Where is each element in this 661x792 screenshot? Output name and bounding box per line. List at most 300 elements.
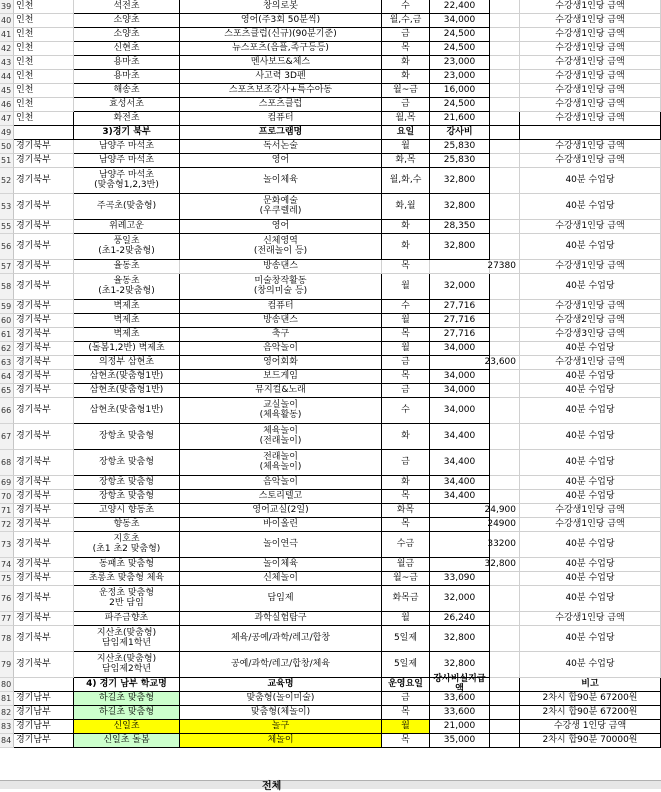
school-cell[interactable]: 벽제초 bbox=[74, 328, 180, 342]
fee-overflow-cell[interactable] bbox=[490, 384, 520, 398]
note-cell[interactable]: 40분 수업당 bbox=[520, 572, 661, 586]
fee-overflow-cell[interactable] bbox=[490, 612, 520, 626]
fee-cell[interactable]: 34,000 bbox=[430, 14, 490, 28]
weekday-cell[interactable]: 5일제 bbox=[382, 626, 430, 652]
region-cell[interactable]: 경기남부 bbox=[14, 720, 74, 734]
note-cell[interactable]: 수강생1인당 금액 bbox=[520, 70, 661, 84]
region-cell[interactable]: 인천 bbox=[14, 42, 74, 56]
note-cell[interactable]: 2차시 합90분 70000원 bbox=[520, 734, 661, 748]
row-header[interactable]: 66 bbox=[0, 398, 14, 424]
fee-overflow-cell[interactable] bbox=[490, 706, 520, 720]
weekday-cell[interactable]: 월~금 bbox=[382, 572, 430, 586]
program-cell[interactable]: 축구 bbox=[180, 328, 382, 342]
row-header[interactable]: 40 bbox=[0, 14, 14, 28]
note-cell[interactable]: 수강생1인당 금액 bbox=[520, 98, 661, 112]
fee-overflow-cell[interactable] bbox=[490, 28, 520, 42]
fee-overflow-cell[interactable] bbox=[490, 678, 520, 692]
weekday-cell[interactable]: 목 bbox=[382, 706, 430, 720]
fee-overflow-cell[interactable] bbox=[490, 274, 520, 300]
program-cell[interactable]: 뮤지컬&노래 bbox=[180, 384, 382, 398]
region-cell[interactable]: 경기남부 bbox=[14, 734, 74, 748]
note-cell[interactable] bbox=[520, 126, 661, 140]
program-cell[interactable]: 놀이연극 bbox=[180, 532, 382, 558]
fee-cell[interactable]: 34,400 bbox=[430, 424, 490, 450]
fee-overflow-cell[interactable] bbox=[490, 652, 520, 678]
weekday-cell[interactable]: 월 bbox=[382, 274, 430, 300]
school-cell[interactable]: 운정초 맞춤형 2반 담임 bbox=[74, 586, 180, 612]
fee-overflow-cell[interactable] bbox=[490, 168, 520, 194]
school-cell[interactable]: 장항초 맞춤형 bbox=[74, 450, 180, 476]
fee-cell[interactable]: 33,600 bbox=[430, 706, 490, 720]
row-header[interactable]: 53 bbox=[0, 194, 14, 220]
region-cell[interactable]: 경기북부 bbox=[14, 450, 74, 476]
fee-cell[interactable] bbox=[430, 260, 490, 274]
school-cell[interactable]: 화전초 bbox=[74, 112, 180, 126]
school-cell[interactable]: 지산초(맞춤형) 담임제2학년 bbox=[74, 652, 180, 678]
row-header[interactable]: 52 bbox=[0, 168, 14, 194]
program-cell[interactable]: 놀구 bbox=[180, 720, 382, 734]
note-cell[interactable]: 40분 수업당 bbox=[520, 450, 661, 476]
region-cell[interactable]: 경기북부 bbox=[14, 652, 74, 678]
fee-overflow-cell[interactable] bbox=[490, 328, 520, 342]
region-cell[interactable]: 경기북부 bbox=[14, 476, 74, 490]
program-cell[interactable]: 영어 bbox=[180, 220, 382, 234]
fee-cell[interactable]: 21,000 bbox=[430, 720, 490, 734]
note-cell[interactable]: 수강생1인당 금액 bbox=[520, 140, 661, 154]
row-header[interactable]: 72 bbox=[0, 518, 14, 532]
note-cell[interactable]: 수강생3인당 금액 bbox=[520, 328, 661, 342]
program-cell[interactable]: 체육놀이 (전래놀이) bbox=[180, 424, 382, 450]
school-cell[interactable]: 장항초 맞춤형 bbox=[74, 476, 180, 490]
program-cell[interactable]: 프로그램명 bbox=[180, 126, 382, 140]
region-cell[interactable]: 경기북부 bbox=[14, 220, 74, 234]
weekday-cell[interactable]: 목 bbox=[382, 42, 430, 56]
note-cell[interactable]: 수강생1인당 금액 bbox=[520, 0, 661, 14]
fee-cell[interactable]: 34,000 bbox=[430, 342, 490, 356]
fee-cell[interactable]: 23,000 bbox=[430, 70, 490, 84]
note-cell[interactable]: 40분 수업당 bbox=[520, 476, 661, 490]
school-cell[interactable]: 해송초 bbox=[74, 84, 180, 98]
fee-cell[interactable]: 33,090 bbox=[430, 572, 490, 586]
program-cell[interactable]: 영어(주3회 50분씩) bbox=[180, 14, 382, 28]
region-cell[interactable]: 인천 bbox=[14, 28, 74, 42]
region-cell[interactable]: 경기남부 bbox=[14, 692, 74, 706]
note-cell[interactable]: 40분 수업당 bbox=[520, 652, 661, 678]
fee-cell[interactable]: 21,600 bbox=[430, 112, 490, 126]
note-cell[interactable]: 40분 수업당 bbox=[520, 342, 661, 356]
region-cell[interactable]: 경기북부 bbox=[14, 140, 74, 154]
fee-cell[interactable]: 24,500 bbox=[430, 42, 490, 56]
school-cell[interactable]: 지호초 (초1 초2 맞춤형) bbox=[74, 532, 180, 558]
row-header[interactable]: 42 bbox=[0, 42, 14, 56]
program-cell[interactable]: 사고력 3D펜 bbox=[180, 70, 382, 84]
row-header[interactable]: 70 bbox=[0, 490, 14, 504]
fee-overflow-cell[interactable] bbox=[490, 692, 520, 706]
row-header[interactable]: 64 bbox=[0, 370, 14, 384]
school-cell[interactable]: 남양주 마석초 bbox=[74, 154, 180, 168]
fee-overflow-cell[interactable] bbox=[490, 720, 520, 734]
fee-overflow-cell[interactable] bbox=[490, 0, 520, 14]
weekday-cell[interactable]: 수 bbox=[382, 398, 430, 424]
weekday-cell[interactable]: 화 bbox=[382, 56, 430, 70]
fee-overflow-cell[interactable] bbox=[490, 220, 520, 234]
row-header[interactable]: 74 bbox=[0, 558, 14, 572]
fee-cell[interactable]: 23,000 bbox=[430, 56, 490, 70]
region-cell[interactable]: 인천 bbox=[14, 84, 74, 98]
region-cell[interactable]: 경기남부 bbox=[14, 706, 74, 720]
row-header[interactable]: 44 bbox=[0, 70, 14, 84]
row-header[interactable]: 83 bbox=[0, 720, 14, 734]
program-cell[interactable]: 놀이체육 bbox=[180, 558, 382, 572]
weekday-cell[interactable]: 운영요일 bbox=[382, 678, 430, 692]
row-header[interactable]: 84 bbox=[0, 734, 14, 748]
program-cell[interactable]: 맞춤형(놀이미술) bbox=[180, 692, 382, 706]
fee-cell[interactable]: 27,716 bbox=[430, 314, 490, 328]
fee-cell[interactable] bbox=[430, 532, 490, 558]
weekday-cell[interactable]: 금 bbox=[382, 98, 430, 112]
school-cell[interactable]: 신일초 bbox=[74, 720, 180, 734]
row-header[interactable]: 45 bbox=[0, 84, 14, 98]
school-cell[interactable]: 장항초 맞춤형 bbox=[74, 490, 180, 504]
row-header[interactable]: 79 bbox=[0, 652, 14, 678]
school-cell[interactable]: 파주금향초 bbox=[74, 612, 180, 626]
program-cell[interactable]: 체육/공예/과학/레고/합창 bbox=[180, 626, 382, 652]
school-cell[interactable]: 삼현초(맞춤형1반) bbox=[74, 384, 180, 398]
fee-cell[interactable]: 25,830 bbox=[430, 154, 490, 168]
note-cell[interactable]: 수강생1인당 금액 bbox=[520, 84, 661, 98]
school-cell[interactable]: 장항초 맞춤형 bbox=[74, 424, 180, 450]
region-cell[interactable]: 경기북부 bbox=[14, 384, 74, 398]
row-header[interactable]: 81 bbox=[0, 692, 14, 706]
fee-cell[interactable]: 34,400 bbox=[430, 476, 490, 490]
row-header[interactable]: 62 bbox=[0, 342, 14, 356]
fee-cell[interactable]: 강사비 bbox=[430, 126, 490, 140]
fee-cell[interactable]: 32,000 bbox=[430, 274, 490, 300]
school-cell[interactable]: 하길초 맞춤형 bbox=[74, 706, 180, 720]
fee-overflow-cell[interactable] bbox=[490, 140, 520, 154]
fee-cell[interactable]: 34,000 bbox=[430, 370, 490, 384]
school-cell[interactable]: 향동초 bbox=[74, 518, 180, 532]
program-cell[interactable]: 공예/과학/레고/합창/체육 bbox=[180, 652, 382, 678]
weekday-cell[interactable]: 월,화,수 bbox=[382, 168, 430, 194]
fee-overflow-cell[interactable] bbox=[490, 98, 520, 112]
fee-overflow-cell[interactable] bbox=[490, 342, 520, 356]
note-cell[interactable]: 수강생1인당 금액 bbox=[520, 300, 661, 314]
weekday-cell[interactable]: 월 bbox=[382, 140, 430, 154]
weekday-cell[interactable]: 월~금 bbox=[382, 84, 430, 98]
program-cell[interactable]: 보드게임 bbox=[180, 370, 382, 384]
weekday-cell[interactable]: 월 bbox=[382, 720, 430, 734]
school-cell[interactable]: 남양주 마석초 bbox=[74, 140, 180, 154]
school-cell[interactable]: 3)경기 북부 bbox=[74, 126, 180, 140]
region-cell[interactable]: 경기북부 bbox=[14, 586, 74, 612]
weekday-cell[interactable]: 월 bbox=[382, 314, 430, 328]
note-cell[interactable]: 수강생 1인당 금액 bbox=[520, 720, 661, 734]
note-cell[interactable]: 40분 수업당 bbox=[520, 424, 661, 450]
fee-cell[interactable]: 32,800 bbox=[430, 194, 490, 220]
region-cell[interactable]: 경기북부 bbox=[14, 194, 74, 220]
fee-overflow-cell[interactable] bbox=[490, 314, 520, 328]
program-cell[interactable]: 스포츠클럽(신규)(90분기준) bbox=[180, 28, 382, 42]
fee-cell[interactable] bbox=[430, 558, 490, 572]
program-cell[interactable]: 체놀이 bbox=[180, 734, 382, 748]
program-cell[interactable]: 음악놀이 bbox=[180, 476, 382, 490]
school-cell[interactable]: 벽제초 bbox=[74, 300, 180, 314]
row-header[interactable]: 46 bbox=[0, 98, 14, 112]
program-cell[interactable]: 독서논술 bbox=[180, 140, 382, 154]
program-cell[interactable]: 과학실험탐구 bbox=[180, 612, 382, 626]
fee-overflow-cell[interactable] bbox=[490, 490, 520, 504]
region-cell[interactable]: 인천 bbox=[14, 56, 74, 70]
note-cell[interactable]: 수강생1인당 금액 bbox=[520, 356, 661, 370]
region-cell[interactable]: 경기북부 bbox=[14, 342, 74, 356]
row-header[interactable]: 49 bbox=[0, 126, 14, 140]
row-header[interactable]: 51 bbox=[0, 154, 14, 168]
region-cell[interactable]: 경기북부 bbox=[14, 300, 74, 314]
row-header[interactable]: 58 bbox=[0, 274, 14, 300]
fee-overflow-cell[interactable]: 32,800 bbox=[490, 558, 520, 572]
program-cell[interactable]: 미술창작활동 (창의미술 등) bbox=[180, 274, 382, 300]
program-cell[interactable]: 방송댄스 bbox=[180, 314, 382, 328]
school-cell[interactable]: 삼현초(맞춤형1반) bbox=[74, 398, 180, 424]
fee-overflow-cell[interactable] bbox=[490, 70, 520, 84]
note-cell[interactable]: 40분 수업당 bbox=[520, 586, 661, 612]
fee-cell[interactable]: 34,400 bbox=[430, 450, 490, 476]
note-cell[interactable]: 40분 수업당 bbox=[520, 490, 661, 504]
school-cell[interactable]: 초롱초 맞춤형 체육 bbox=[74, 572, 180, 586]
school-cell[interactable]: 신현초 bbox=[74, 42, 180, 56]
row-header[interactable]: 67 bbox=[0, 424, 14, 450]
region-cell[interactable]: 인천 bbox=[14, 98, 74, 112]
note-cell[interactable]: 40분 수업당 bbox=[520, 168, 661, 194]
school-cell[interactable]: (돌봄1,2반) 벽제초 bbox=[74, 342, 180, 356]
weekday-cell[interactable]: 월 bbox=[382, 342, 430, 356]
region-cell[interactable]: 경기북부 bbox=[14, 398, 74, 424]
region-cell[interactable]: 경기북부 bbox=[14, 370, 74, 384]
note-cell[interactable]: 40분 수업당 bbox=[520, 398, 661, 424]
weekday-cell[interactable]: 금 bbox=[382, 692, 430, 706]
fee-overflow-cell[interactable] bbox=[490, 398, 520, 424]
fee-cell[interactable]: 강사비실지급액 bbox=[430, 678, 490, 692]
school-cell[interactable]: 용마초 bbox=[74, 56, 180, 70]
fee-cell[interactable]: 25,830 bbox=[430, 140, 490, 154]
fee-cell[interactable]: 24,500 bbox=[430, 98, 490, 112]
fee-overflow-cell[interactable]: 24900 bbox=[490, 518, 520, 532]
row-header[interactable]: 41 bbox=[0, 28, 14, 42]
program-cell[interactable]: 음악놀이 bbox=[180, 342, 382, 356]
note-cell[interactable]: 40분 수업당 bbox=[520, 274, 661, 300]
note-cell[interactable]: 40분 수업당 bbox=[520, 370, 661, 384]
note-cell[interactable]: 40분 수업당 bbox=[520, 234, 661, 260]
fee-overflow-cell[interactable] bbox=[490, 424, 520, 450]
row-header[interactable]: 82 bbox=[0, 706, 14, 720]
fee-overflow-cell[interactable] bbox=[490, 14, 520, 28]
row-header[interactable]: 50 bbox=[0, 140, 14, 154]
region-cell[interactable]: 인천 bbox=[14, 0, 74, 14]
weekday-cell[interactable]: 월금 bbox=[382, 558, 430, 572]
fee-overflow-cell[interactable] bbox=[490, 56, 520, 70]
region-cell[interactable]: 경기북부 bbox=[14, 626, 74, 652]
fee-cell[interactable]: 32,800 bbox=[430, 652, 490, 678]
weekday-cell[interactable]: 목 bbox=[382, 328, 430, 342]
note-cell[interactable]: 비고 bbox=[520, 678, 661, 692]
fee-cell[interactable]: 28,350 bbox=[430, 220, 490, 234]
region-cell[interactable]: 경기북부 bbox=[14, 504, 74, 518]
row-header[interactable]: 80 bbox=[0, 678, 14, 692]
row-header[interactable]: 55 bbox=[0, 220, 14, 234]
weekday-cell[interactable]: 5일제 bbox=[382, 652, 430, 678]
school-cell[interactable]: 효성서초 bbox=[74, 98, 180, 112]
sheet-tab[interactable]: 전체 bbox=[262, 781, 282, 792]
note-cell[interactable]: 40분 수업당 bbox=[520, 558, 661, 572]
region-cell[interactable]: 경기북부 bbox=[14, 274, 74, 300]
fee-overflow-cell[interactable]: 24,900 bbox=[490, 504, 520, 518]
fee-overflow-cell[interactable] bbox=[490, 586, 520, 612]
weekday-cell[interactable]: 화목 bbox=[382, 504, 430, 518]
school-cell[interactable]: 삼현초(맞춤형1반) bbox=[74, 370, 180, 384]
region-cell[interactable] bbox=[14, 126, 74, 140]
note-cell[interactable]: 수강생1인당 금액 bbox=[520, 14, 661, 28]
region-cell[interactable]: 경기북부 bbox=[14, 356, 74, 370]
fee-cell[interactable]: 34,400 bbox=[430, 490, 490, 504]
fee-overflow-cell[interactable] bbox=[490, 450, 520, 476]
fee-overflow-cell[interactable] bbox=[490, 626, 520, 652]
row-header[interactable]: 75 bbox=[0, 572, 14, 586]
weekday-cell[interactable]: 목 bbox=[382, 370, 430, 384]
fee-overflow-cell[interactable] bbox=[490, 476, 520, 490]
fee-overflow-cell[interactable] bbox=[490, 84, 520, 98]
region-cell[interactable]: 경기북부 bbox=[14, 154, 74, 168]
region-cell[interactable]: 경기북부 bbox=[14, 168, 74, 194]
row-header[interactable]: 76 bbox=[0, 586, 14, 612]
row-header[interactable]: 65 bbox=[0, 384, 14, 398]
region-cell[interactable]: 인천 bbox=[14, 14, 74, 28]
school-cell[interactable]: 하길초 맞춤형 bbox=[74, 692, 180, 706]
region-cell[interactable]: 경기북부 bbox=[14, 518, 74, 532]
row-header[interactable]: 60 bbox=[0, 314, 14, 328]
note-cell[interactable]: 수강생1인당 금액 bbox=[520, 220, 661, 234]
fee-cell[interactable]: 33,600 bbox=[430, 692, 490, 706]
weekday-cell[interactable]: 목 bbox=[382, 260, 430, 274]
row-header[interactable]: 77 bbox=[0, 612, 14, 626]
school-cell[interactable]: 율동초 (초1-2맞춤형) bbox=[74, 274, 180, 300]
program-cell[interactable]: 스토리텔고 bbox=[180, 490, 382, 504]
region-cell[interactable]: 경기북부 bbox=[14, 424, 74, 450]
fee-overflow-cell[interactable] bbox=[490, 126, 520, 140]
fee-cell[interactable]: 32,800 bbox=[430, 168, 490, 194]
program-cell[interactable]: 담임제 bbox=[180, 586, 382, 612]
program-cell[interactable]: 컴퓨터 bbox=[180, 300, 382, 314]
program-cell[interactable]: 맞춤형(체놀이) bbox=[180, 706, 382, 720]
note-cell[interactable]: 수강생1인당 금액 bbox=[520, 112, 661, 126]
school-cell[interactable]: 주곡초(맞춤형) bbox=[74, 194, 180, 220]
program-cell[interactable]: 전래놀이 (체육놀이) bbox=[180, 450, 382, 476]
school-cell[interactable]: 고양시 향동초 bbox=[74, 504, 180, 518]
school-cell[interactable]: 소양초 bbox=[74, 28, 180, 42]
note-cell[interactable]: 40분 수업당 bbox=[520, 194, 661, 220]
fee-cell[interactable]: 27,716 bbox=[430, 300, 490, 314]
row-header[interactable]: 63 bbox=[0, 356, 14, 370]
fee-cell[interactable]: 22,400 bbox=[430, 0, 490, 14]
fee-cell[interactable]: 32,000 bbox=[430, 586, 490, 612]
weekday-cell[interactable]: 목 bbox=[382, 734, 430, 748]
row-header[interactable]: 43 bbox=[0, 56, 14, 70]
weekday-cell[interactable]: 화 bbox=[382, 424, 430, 450]
fee-overflow-cell[interactable]: 33200 bbox=[490, 532, 520, 558]
region-cell[interactable]: 경기북부 bbox=[14, 260, 74, 274]
region-cell[interactable]: 경기북부 bbox=[14, 572, 74, 586]
weekday-cell[interactable]: 화 bbox=[382, 220, 430, 234]
school-cell[interactable]: 풍일초 (초1-2맞춤형) bbox=[74, 234, 180, 260]
row-header[interactable]: 78 bbox=[0, 626, 14, 652]
note-cell[interactable]: 수강생1인당 금액 bbox=[520, 518, 661, 532]
row-header[interactable]: 69 bbox=[0, 476, 14, 490]
note-cell[interactable]: 2차시 합90분 67200원 bbox=[520, 692, 661, 706]
school-cell[interactable]: 용마초 bbox=[74, 70, 180, 84]
weekday-cell[interactable]: 수금 bbox=[382, 532, 430, 558]
weekday-cell[interactable]: 목 bbox=[382, 490, 430, 504]
program-cell[interactable]: 신체영역 (전래놀이 등) bbox=[180, 234, 382, 260]
school-cell[interactable]: 동패초 맞춤형 bbox=[74, 558, 180, 572]
program-cell[interactable]: 방송댄스 bbox=[180, 260, 382, 274]
program-cell[interactable]: 컴퓨터 bbox=[180, 112, 382, 126]
row-header[interactable]: 68 bbox=[0, 450, 14, 476]
weekday-cell[interactable]: 목 bbox=[382, 518, 430, 532]
weekday-cell[interactable]: 화목금 bbox=[382, 586, 430, 612]
fee-overflow-cell[interactable] bbox=[490, 734, 520, 748]
fee-cell[interactable]: 16,000 bbox=[430, 84, 490, 98]
program-cell[interactable]: 영어교실(2일) bbox=[180, 504, 382, 518]
note-cell[interactable]: 수강생1인당 금액 bbox=[520, 56, 661, 70]
weekday-cell[interactable]: 월 bbox=[382, 612, 430, 626]
region-cell[interactable]: 경기북부 bbox=[14, 490, 74, 504]
fee-cell[interactable]: 24,500 bbox=[430, 28, 490, 42]
fee-cell[interactable] bbox=[430, 504, 490, 518]
note-cell[interactable]: 수강생1인당 금액 bbox=[520, 28, 661, 42]
weekday-cell[interactable]: 수 bbox=[382, 0, 430, 14]
region-cell[interactable]: 경기북부 bbox=[14, 314, 74, 328]
note-cell[interactable]: 40분 수업당 bbox=[520, 626, 661, 652]
program-cell[interactable]: 스포츠클럽 bbox=[180, 98, 382, 112]
region-cell[interactable]: 경기북부 bbox=[14, 612, 74, 626]
note-cell[interactable]: 수강생1인당 금액 bbox=[520, 42, 661, 56]
program-cell[interactable]: 바이올린 bbox=[180, 518, 382, 532]
program-cell[interactable]: 놀이체육 bbox=[180, 168, 382, 194]
school-cell[interactable]: 석전초 bbox=[74, 0, 180, 14]
school-cell[interactable]: 4) 경기 남부 학교명 bbox=[74, 678, 180, 692]
program-cell[interactable]: 영어회화 bbox=[180, 356, 382, 370]
weekday-cell[interactable]: 금 bbox=[382, 384, 430, 398]
note-cell[interactable]: 수강생1인당 금액 bbox=[520, 504, 661, 518]
school-cell[interactable]: 남양주 마석초 (맞춤형1,2,3반) bbox=[74, 168, 180, 194]
region-cell[interactable] bbox=[14, 678, 74, 692]
region-cell[interactable]: 경기북부 bbox=[14, 328, 74, 342]
program-cell[interactable]: 교실놀이 (체육활동) bbox=[180, 398, 382, 424]
note-cell[interactable]: 수강생1인당 금액 bbox=[520, 260, 661, 274]
weekday-cell[interactable]: 월,수,금 bbox=[382, 14, 430, 28]
fee-cell[interactable]: 32,800 bbox=[430, 234, 490, 260]
weekday-cell[interactable]: 월,목 bbox=[382, 112, 430, 126]
program-cell[interactable]: 스포츠보조강사+특수아동 bbox=[180, 84, 382, 98]
fee-cell[interactable]: 35,000 bbox=[430, 734, 490, 748]
weekday-cell[interactable]: 화 bbox=[382, 476, 430, 490]
weekday-cell[interactable]: 수 bbox=[382, 300, 430, 314]
school-cell[interactable]: 지산초(맞춤형) 담임제1학년 bbox=[74, 626, 180, 652]
row-header[interactable]: 39 bbox=[0, 0, 14, 14]
fee-cell[interactable]: 26,240 bbox=[430, 612, 490, 626]
row-header[interactable]: 71 bbox=[0, 504, 14, 518]
fee-overflow-cell[interactable] bbox=[490, 572, 520, 586]
